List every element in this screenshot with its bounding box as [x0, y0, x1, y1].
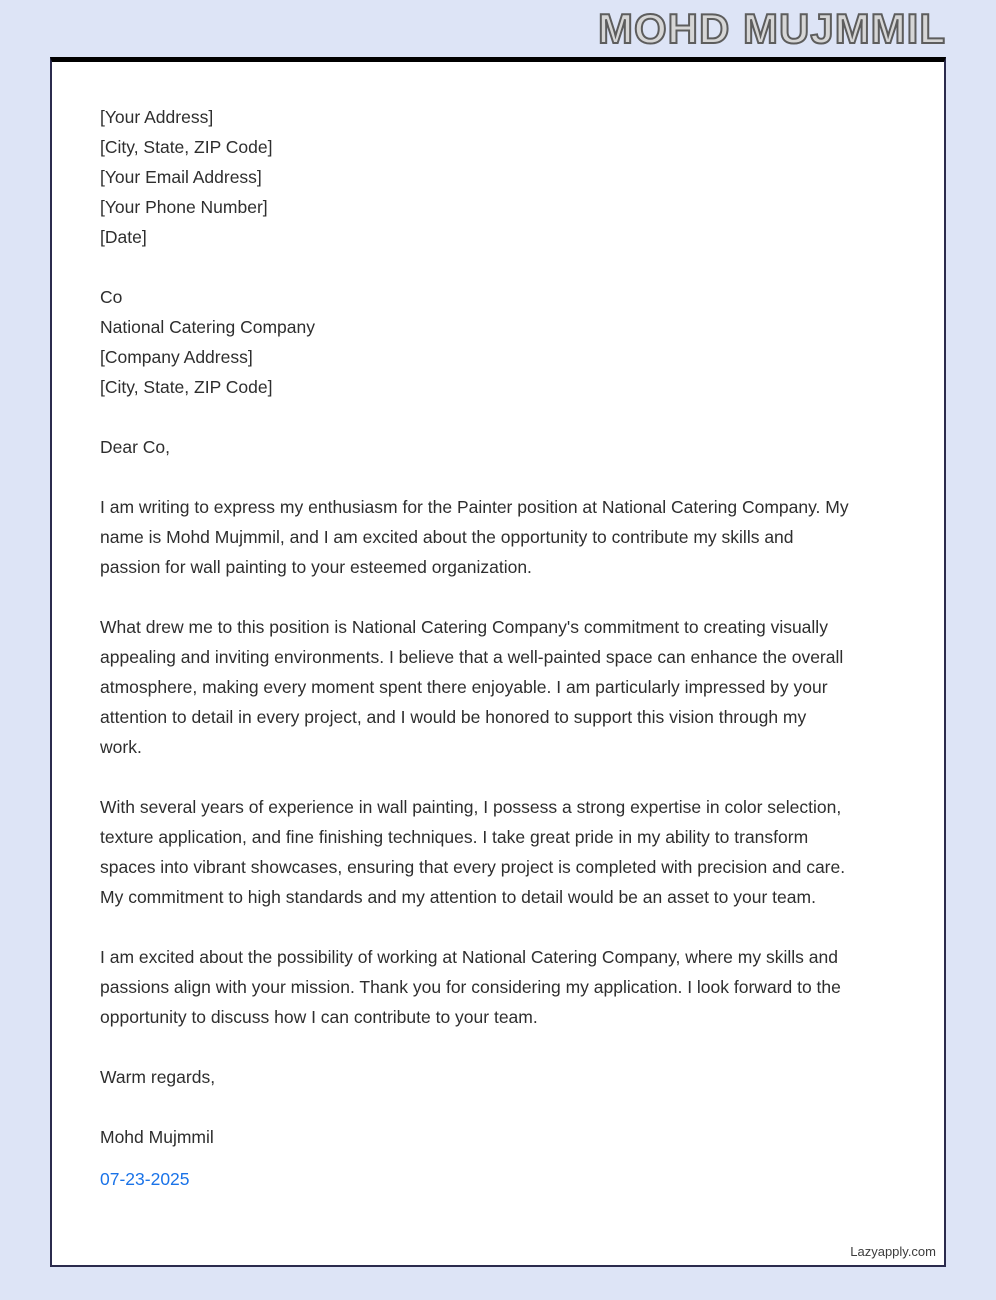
- letter-page: [50, 57, 946, 1267]
- recipient-line: [City, State, ZIP Code]: [100, 377, 273, 397]
- letterhead: [0, 0, 996, 57]
- sender-line: [Your Phone Number]: [100, 197, 268, 217]
- recipient-address-block: [100, 282, 852, 402]
- sender-line: [City, State, ZIP Code]: [100, 137, 273, 157]
- salutation: Dear Co,: [100, 437, 171, 457]
- body-paragraph: I am excited about the possibility of working at National Catering Company, where my skills and passions align with your mission. Thank you for considering my application. I look forward to the opportunity to discuss how I can contribute to your team.: [100, 947, 841, 1027]
- body-paragraph: With several years of experience in wall painting, I possess a strong expertise in color selection, texture application, and fine finishing techniques. I take great pride in my ability to transform spaces into vibrant showcases, ensuring that every project is completed with precision and care. My commitment to high standards and my attention to detail would be an asset to your team.: [100, 797, 846, 907]
- closing: Warm regards,: [100, 1067, 216, 1087]
- recipient-line: National Catering Company: [100, 317, 315, 337]
- signature-date-link[interactable]: 07-23-2025: [100, 1169, 190, 1189]
- letter-body: [52, 62, 944, 1194]
- sender-line: [Your Address]: [100, 107, 214, 127]
- watermark-text: Lazyapply.com: [850, 1244, 936, 1259]
- sender-line: [Date]: [100, 227, 147, 247]
- recipient-line: Co: [100, 287, 123, 307]
- body-paragraph: I am writing to express my enthusiasm for the Painter position at National Catering Company. My name is Mohd Mujmmil, and I am excited about the opportunity to contribute my skills and passion for wall painting to your esteemed organization.: [100, 497, 849, 577]
- recipient-line: [Company Address]: [100, 347, 253, 367]
- sender-line: [Your Email Address]: [100, 167, 262, 187]
- signature-name: Mohd Mujmmil: [100, 1127, 214, 1147]
- sender-address-block: [100, 102, 852, 252]
- body-paragraph: What drew me to this position is National Catering Company's commitment to creating visually appealing and inviting environments. I believe that a well-painted space can enhance the overall atmosphere, making every moment spent there enjoyable. I am particularly impressed by your attention to detail in every project, and I would be honored to support this vision through my work.: [100, 617, 844, 757]
- letterhead-name: MOHD MUJMMIL: [598, 5, 946, 52]
